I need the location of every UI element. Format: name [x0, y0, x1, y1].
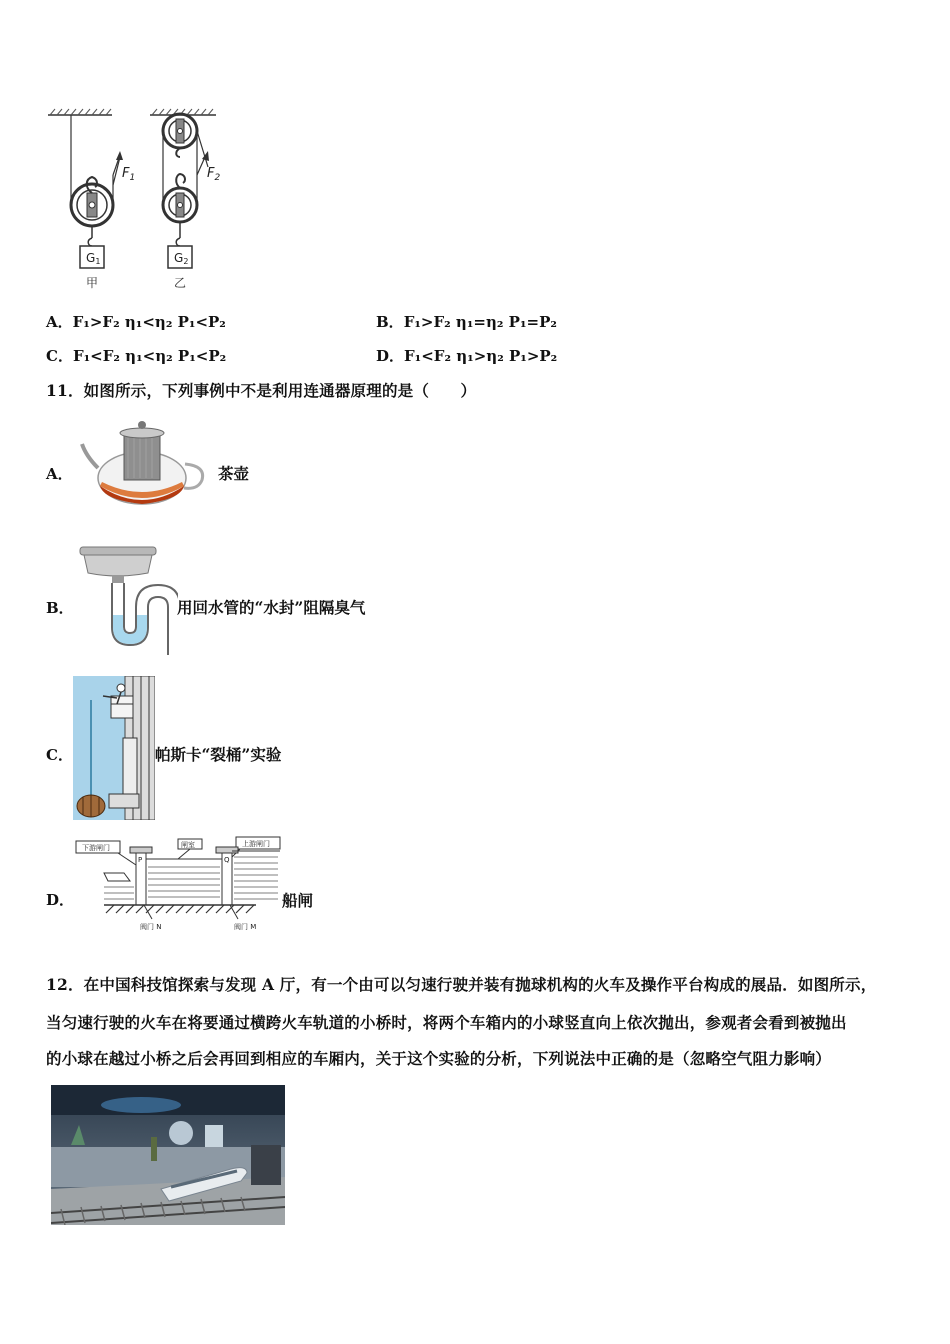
q10-option-c[interactable]: C．F₁<F₂ η₁<η₂ P₁<P₂: [46, 347, 227, 365]
q10-option-d[interactable]: D．F₁<F₂ η₁>η₂ P₁>P₂: [376, 347, 558, 365]
q11-caption-lock: 船闸: [282, 891, 314, 910]
movable-pulley-left: [71, 115, 120, 268]
lock-label-chamber: 闸室: [181, 841, 195, 849]
q11-stem: 11．如图所示，下列事例中不是利用连通器原理的是（ ）: [46, 381, 477, 400]
pulley-diagram: [40, 105, 240, 295]
svg-text:F2: $F_2$: [207, 166, 221, 183]
lock-label-q: Q: [224, 856, 230, 864]
lock-label-lower-gate: 下游闸门: [82, 844, 110, 852]
force-arrow-f1: [113, 151, 135, 185]
q10-option-a[interactable]: A．F₁>F₂ η₁<η₂ P₁<P₂: [46, 313, 226, 331]
weight-g1-label: G1: [86, 251, 101, 266]
q12-stem-line-2: 当匀速行驶的火车在将要通过横跨火车轨道的小桥时，将两个车箱内的小球竖直向上依次抛出，参观者会看到被抛出: [46, 1013, 847, 1032]
q12-stem-line-1: 12．在中国科技馆探索与发现 A 厅，有一个由可以匀速行驶并装有抛球机构的火车及操作平台构成的展品．如图所示，: [46, 975, 877, 994]
q11-option-b-letter[interactable]: B．: [46, 599, 74, 617]
q11-caption-barrel: 帕斯卡“裂桶”实验: [155, 745, 282, 764]
q12-stem-line-3: 的小球在越过小桥之后会再回到相应的车厢内，关于这个实验的分析，下列说法中正确的是（忽略空气阻力影响）: [46, 1049, 832, 1068]
ceiling-left: [48, 109, 112, 115]
svg-text:F1: $F_1$: [122, 166, 136, 183]
lock-label-upper-gate: 上游闸门: [242, 840, 270, 848]
lock-label-p: P: [138, 856, 143, 864]
lock-label-valve-n: 阀门 N: [140, 923, 162, 931]
pulley-block-right: [163, 114, 208, 268]
q11-option-d-letter[interactable]: D．: [46, 891, 75, 909]
pascal-barrel-image: [73, 676, 155, 820]
force2-label: F: [207, 166, 215, 181]
force-arrow-f2: [197, 151, 220, 183]
sink-trap-image: [78, 545, 178, 657]
figure-label-jia: 甲: [86, 276, 99, 290]
q10-option-b[interactable]: B．F₁>F₂ η₁=η₂ P₁=P₂: [376, 313, 557, 331]
figure-label-yi: 乙: [174, 276, 187, 290]
q11-option-a-letter[interactable]: A．: [46, 465, 73, 483]
q11-caption-teapot: 茶壶: [218, 464, 250, 483]
q11-caption-trap: 用回水管的“水封”阻隔臭气: [177, 598, 366, 617]
ship-lock-diagram: [74, 835, 284, 935]
weight-g2-label: G2: [174, 251, 189, 266]
force1-label: F: [122, 166, 130, 181]
q11-option-c-letter[interactable]: C．: [46, 746, 73, 764]
teapot-image: [80, 416, 210, 508]
train-exhibit-photo: [51, 1085, 285, 1225]
lock-label-valve-m: 阀门 M: [234, 923, 257, 931]
